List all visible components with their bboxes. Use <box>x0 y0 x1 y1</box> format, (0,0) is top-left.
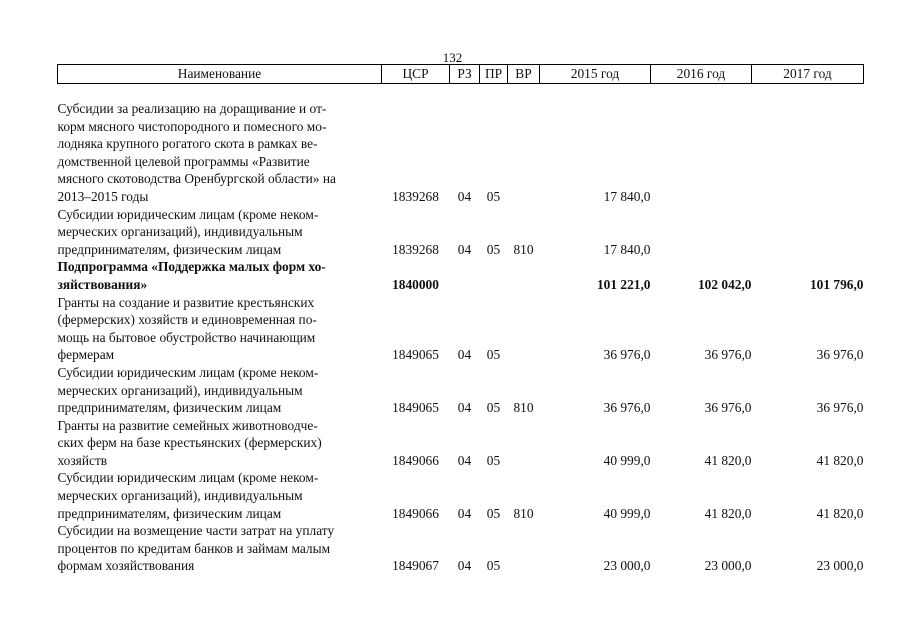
row-pr: 05 <box>486 558 501 574</box>
row-2015: 36 976,0 <box>603 400 651 416</box>
row-csr: 1839268 <box>392 241 439 257</box>
row-rz <box>450 258 480 293</box>
row-pr: 05 <box>486 400 501 416</box>
row-name: Гранты на развитие семейных животноводче- ских ферм на базе крестьянских (фермерских) хозяйств <box>57 417 322 468</box>
table-row <box>58 294 864 364</box>
row-vr <box>508 522 540 575</box>
row-2015: 17 840,0 <box>603 241 651 257</box>
row-csr: 1849065 <box>392 400 439 416</box>
row-vr: 810 <box>513 400 534 416</box>
row-vr: 810 <box>513 505 534 521</box>
row-2016: 36 976,0 <box>704 400 752 416</box>
row-2015: 101 221,0 <box>596 276 651 292</box>
row-2016: 102 042,0 <box>697 276 752 292</box>
row-rz: 04 <box>457 400 472 416</box>
row-csr: 1839268 <box>392 188 439 204</box>
column-header-vr: ВР <box>508 65 540 84</box>
row-vr <box>508 294 540 364</box>
row-vr: 810 <box>513 241 534 257</box>
row-2017 <box>752 100 864 206</box>
row-name: Субсидии юридическим лицам (кроме неком- мерческих организаций), индивидуальным предпринимателям, физическим лицам <box>57 206 319 257</box>
row-csr: 1849065 <box>392 347 439 363</box>
header-spacer <box>58 84 864 101</box>
row-rz: 04 <box>457 188 472 204</box>
column-header-name: Наименование <box>58 65 382 84</box>
row-2015: 23 000,0 <box>603 558 651 574</box>
row-name: Гранты на создание и развитие крестьянских (фермерских) хозяйств и единовременная по- мощь на бытовое обустройство начинающим фермерам <box>57 294 317 363</box>
row-name: Субсидии на возмещение части затрат на уплату процентов по кредитам банков и займам малым формам хозяйствования <box>57 523 335 574</box>
row-pr: 05 <box>486 188 501 204</box>
row-2016: 41 820,0 <box>704 452 752 468</box>
table-row <box>58 258 864 293</box>
row-csr: 1849066 <box>392 505 439 521</box>
row-2017: 36 976,0 <box>816 400 864 416</box>
row-rz: 04 <box>457 452 472 468</box>
table-row <box>58 522 864 575</box>
row-2015: 36 976,0 <box>603 347 651 363</box>
column-header-2017: 2017 год <box>752 65 864 84</box>
row-vr <box>508 100 540 206</box>
row-2017 <box>752 206 864 259</box>
row-pr: 05 <box>486 347 501 363</box>
row-2015: 40 999,0 <box>603 505 651 521</box>
row-2016: 41 820,0 <box>704 505 752 521</box>
table-body <box>58 84 864 576</box>
row-2016 <box>651 206 752 259</box>
page-number: 132 <box>442 50 463 65</box>
table-row <box>58 206 864 259</box>
row-2016 <box>651 100 752 206</box>
row-name: Подпрограмма «Поддержка малых форм хо- зяйствования» <box>57 259 326 292</box>
row-rz: 04 <box>457 347 472 363</box>
row-2017: 41 820,0 <box>816 505 864 521</box>
row-name: Субсидии за реализацию на доращивание и от- корм мясного чистопородного и помесного мо- лодняка крупного рогатого скота в рамках ве- домственной целевой программы «Развитие мясного скотоводства Оренбургской области» на 2013–2015 годы <box>57 101 336 204</box>
column-header-pr: ПР <box>480 65 508 84</box>
row-vr <box>508 417 540 470</box>
row-2017: 101 796,0 <box>809 276 864 292</box>
table-header-row <box>58 65 864 84</box>
row-rz: 04 <box>457 558 472 574</box>
row-pr: 05 <box>486 505 501 521</box>
row-2015: 17 840,0 <box>603 188 651 204</box>
row-2016: 23 000,0 <box>704 558 752 574</box>
column-header-csr: ЦСР <box>382 65 450 84</box>
budget-table <box>57 64 864 575</box>
table-row <box>58 100 864 206</box>
row-2017: 36 976,0 <box>816 347 864 363</box>
row-2017: 23 000,0 <box>816 558 864 574</box>
row-vr <box>508 258 540 293</box>
row-rz: 04 <box>457 241 472 257</box>
row-csr: 1849066 <box>392 452 439 468</box>
row-rz: 04 <box>457 505 472 521</box>
column-header-2015: 2015 год <box>540 65 651 84</box>
row-pr <box>480 258 508 293</box>
column-header-2016: 2016 год <box>651 65 752 84</box>
row-name: Субсидии юридическим лицам (кроме неком- мерческих организаций), индивидуальным предпринимателям, физическим лицам <box>57 364 319 416</box>
row-2015: 40 999,0 <box>603 452 651 468</box>
row-name: Субсидии юридическим лицам (кроме неком- мерческих организаций), индивидуальным предпринимателям, физическим лицам <box>57 470 319 521</box>
table-row <box>58 469 864 522</box>
table-row <box>58 417 864 470</box>
row-2016: 36 976,0 <box>704 347 752 363</box>
column-header-rz: РЗ <box>450 65 480 84</box>
table-row <box>58 364 864 417</box>
row-pr: 05 <box>486 241 501 257</box>
row-2017: 41 820,0 <box>816 452 864 468</box>
row-csr: 1849067 <box>392 558 439 574</box>
row-pr: 05 <box>486 452 501 468</box>
row-csr: 1840000 <box>392 276 439 292</box>
